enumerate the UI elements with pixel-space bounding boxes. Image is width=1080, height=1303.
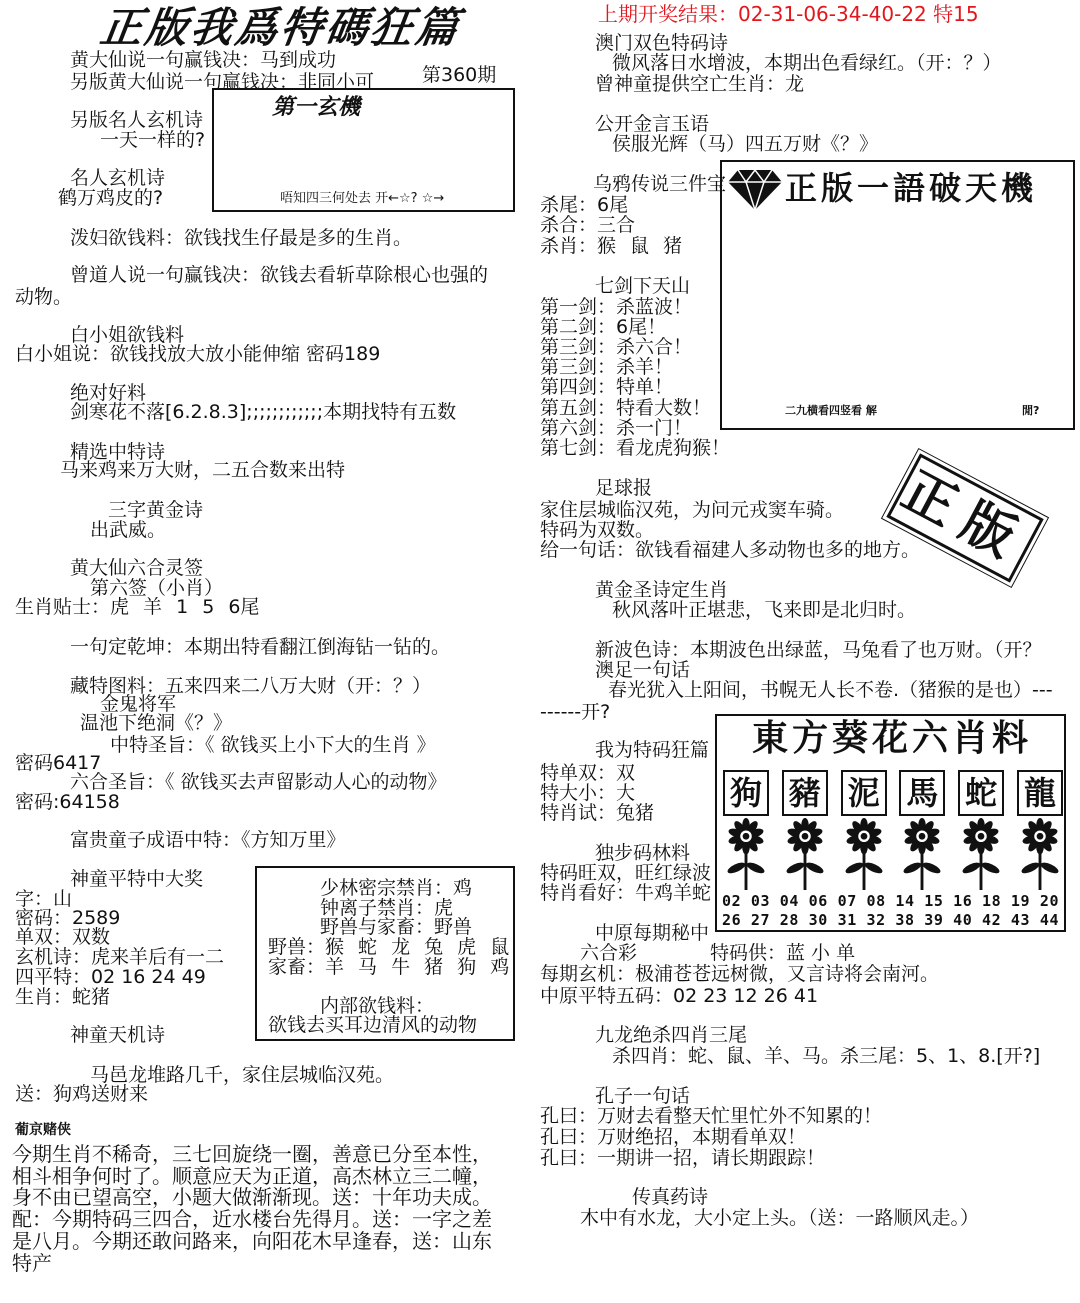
sunflower-icon xyxy=(1020,818,1060,890)
zodiac-cell: 蛇 xyxy=(958,770,1004,816)
zodiac-cell: 豬 xyxy=(782,770,828,816)
golden-poem-text: 出武威。 xyxy=(90,519,167,541)
void-zodiac: 曾神童提供空亡生肖：龙 xyxy=(595,73,805,95)
celebrity-poem-text: 鹤万鸡皮的? xyxy=(58,187,164,209)
seven-swords-title: 七剑下天山 xyxy=(595,275,691,297)
my-special-zodiac: 特肖试：兔猪 xyxy=(540,802,655,824)
confucius-line: 孔曰：万财去看整天忙里忙外不知累的！ xyxy=(540,1105,883,1127)
last-result: 上期开奖结果：02-31-06-34-40-22 特15 xyxy=(598,2,979,26)
lingqian-title: 黄大仙六合灵签 xyxy=(70,557,204,579)
nine-dragons-title: 九龙绝杀四肖三尾 xyxy=(595,1024,748,1046)
sunflower-row xyxy=(717,818,1064,890)
macau-gambler-line: 相斗相争何时了。顺意应天为正道，高杰林立三二幢， xyxy=(12,1164,492,1188)
golden-words-text: 侯服光辉（马）四五万财《？》 xyxy=(612,133,879,155)
nine-dragons-text: 杀四肖：蛇、鼠、羊、马。杀三尾：5、1、8.[开?] xyxy=(612,1045,1041,1067)
lingqian-tips: 生肖贴士：虎 羊 1 5 6尾 xyxy=(15,596,260,618)
hidden-chart-code1: 密码6417 xyxy=(15,752,102,774)
shaolin-wild: 野兽：猴 蛇 龙 兔 虎 鼠 xyxy=(268,936,510,958)
golden-holy-poem-title: 黄金圣诗定生肖 xyxy=(595,579,729,601)
dubu-line2: 特肖看好：牛鸡羊蛇 xyxy=(540,882,712,904)
tianji-hint2: 閒? xyxy=(1022,404,1040,417)
zhongyuan-sub: 六合彩 xyxy=(580,942,638,964)
sword-line: 第五剑：特看大数！ xyxy=(540,397,712,419)
good-tip-text: 剑寒花不落[6.2.8.3];;;;;;;;;;;;本期找特有五数 xyxy=(70,401,457,423)
macau-color-poem-text: 微风落日水增波，本期出色看绿红。（开：？） xyxy=(612,52,1002,74)
shaolin-inner-text: 欲钱去买耳边清风的动物 xyxy=(268,1014,478,1036)
my-special-size: 特大小：大 xyxy=(540,782,636,804)
macau-gambler-line: 特产 xyxy=(12,1251,52,1275)
shaolin-wild-domestic: 野兽与家畜：野兽 xyxy=(320,916,473,938)
prodigy-four-flat: 四平特：02 16 24 49 xyxy=(15,966,206,988)
zhongyuan-title: 中原每期秘中 xyxy=(595,922,710,944)
sunflower-box xyxy=(715,714,1066,932)
dubu-line1: 特码旺双，旺红绿波 xyxy=(540,862,712,884)
lingqian-sign: 第六签（小肖） xyxy=(90,577,224,599)
prodigy-parity: 单双：双数 xyxy=(15,926,111,948)
shaolin-ban2: 钟离子禁肖：虎 xyxy=(320,897,454,919)
crow-kill-zodiac: 杀肖：猴 鼠 猪 xyxy=(540,235,683,257)
sword-line: 第六剑：杀一门！ xyxy=(540,417,693,439)
sword-line: 第一剑：杀蓝波！ xyxy=(540,296,693,318)
macau-color-poem-title: 澳门双色特码诗 xyxy=(595,32,729,54)
macau-gambler-title: 葡京赌侠 xyxy=(15,1122,71,1138)
dubu-title: 独步码林料 xyxy=(595,842,691,864)
alt-huangdaxian-saying: 另版黄大仙说一句赢钱决：非同小可 xyxy=(70,71,375,93)
confucius-line: 孔曰：一期讲一招，请长期跟踪！ xyxy=(540,1147,826,1169)
sword-line: 第二剑：6尾！ xyxy=(540,316,667,338)
first-xuanji-box xyxy=(212,88,515,212)
authentic-stamp: 正版 xyxy=(886,453,1043,582)
macau-gambler-line: 是八月。今期还敢问路来，向阳花木早逢春，送：山东 xyxy=(12,1229,492,1253)
crow-kill-tail: 杀尾：6尾 xyxy=(540,194,629,216)
tianji-box xyxy=(720,160,1075,430)
bai-xiaojie-text: 白小姐说：欲钱找放大放小能伸缩 密码189 xyxy=(15,343,381,365)
fax-poem-text: 木中有水龙，大小定上头。（送：一路顺风走。） xyxy=(580,1207,980,1229)
football-line3: 给一句话：欲钱看福建人多动物也多的地方。 xyxy=(540,539,921,561)
hidden-chart-line3: 温池下绝洞《？》 xyxy=(80,712,233,734)
first-xuanji-hint: 唔知四三何处去 开←☆? ☆→ xyxy=(280,191,445,206)
shaolin-ban1: 少林密宗禁肖：鸡 xyxy=(320,877,473,899)
good-tip-title: 绝对好料 xyxy=(70,382,147,404)
macau-gambler-line: 今期生肖不稀奇，三七回旋绕一圈，善意已分至本性， xyxy=(12,1142,492,1166)
diamond-icon xyxy=(726,168,784,212)
football-line2: 特码为双数。 xyxy=(540,519,655,541)
hidden-chart-line1: 藏特图料：五来四来二八万大财（开：？） xyxy=(70,675,432,697)
zodiac-cell: 龍 xyxy=(1017,770,1063,816)
macau-gambler-line: 配：今期特码三四合，近水楼台先得月。送：一字之差 xyxy=(12,1207,492,1231)
confucius-line: 孔曰：万财绝招，本期看单双！ xyxy=(540,1126,807,1148)
numbers-row2: 26 27 28 30 31 32 38 39 40 42 43 44 xyxy=(722,911,1060,929)
my-special-title: 我为特码狂篇 xyxy=(595,739,710,761)
prodigy-poem-title: 神童天机诗 xyxy=(70,1024,166,1046)
hidden-chart-line2: 金鬼将军 xyxy=(100,693,177,715)
sword-line: 第七剑：看龙虎狗猴！ xyxy=(540,437,731,459)
macau-football-title: 澳足一句话 xyxy=(595,659,691,681)
prodigy-title: 神童平特中大奖 xyxy=(70,868,204,890)
celebrity-poem-title: 名人玄机诗 xyxy=(70,167,166,189)
huangdaxian-saying: 黄大仙说一句赢钱决：马到成功 xyxy=(70,49,337,71)
macau-football-line2: ------开? xyxy=(540,701,611,723)
issue-number: 第360期 xyxy=(422,64,497,86)
shrew-tip: 泼妇欲钱料：欲钱找生仔最是多的生肖。 xyxy=(70,227,413,249)
sunflower-icon xyxy=(785,818,825,890)
golden-holy-poem-text: 秋风落叶正堪悲，飞来即是北归时。 xyxy=(612,599,917,621)
fax-poem-title: 传真药诗 xyxy=(632,1186,709,1208)
crow-title: 乌鸦传说三件宝 xyxy=(593,173,727,195)
sunflower-box-title: 東方葵花六肖料 xyxy=(752,718,1033,759)
sword-line: 第三剑：杀羊！ xyxy=(540,356,674,378)
alt-poem-text: 一天一样的? xyxy=(100,129,206,151)
macau-football-line1: 春光犹入上阳间，书幌无人长不卷.（猪猴的是也）--- xyxy=(608,679,1053,701)
crow-kill-combo: 杀合：三合 xyxy=(540,214,636,236)
selected-poem-text: 马来鸡来万大财，二五合数来出特 xyxy=(60,459,346,481)
sunflower-icon xyxy=(961,818,1001,890)
tianji-title: 正版一語破天機 xyxy=(785,169,1038,207)
first-xuanji-title: 第一玄機 xyxy=(272,95,361,120)
prodigy-poem: 玄机诗：虎来羊后有一二 xyxy=(15,946,225,968)
hidden-chart-decree1: 中特圣旨：《 欲钱买上小下大的生肖 》 xyxy=(110,734,436,756)
shaolin-domestic: 家畜：羊 马 牛 猪 狗 鸡 xyxy=(268,956,510,978)
football-line1: 家住层城临汉苑，为问元戎窦车骑。 xyxy=(540,499,845,521)
football-title: 足球报 xyxy=(595,477,653,499)
sunflower-icon xyxy=(726,818,766,890)
prodigy-poem-gift: 送：狗鸡送财来 xyxy=(15,1083,149,1105)
hidden-chart-decree2: 六合圣旨：《 欲钱买去声留影动人心的动物》 xyxy=(70,771,447,793)
zodiac-row xyxy=(723,770,1063,816)
zeng-daoren-line1: 曾道人说一句赢钱决：欲钱去看斩草除根心也强的 xyxy=(70,264,489,286)
bai-xiaojie-title: 白小姐欲钱料 xyxy=(70,324,185,346)
prodigy-char: 字：山 xyxy=(15,888,73,910)
shaolin-inner-title: 内部欲钱料： xyxy=(320,995,435,1017)
tianji-hint: 二九横看四竖看 解 xyxy=(785,404,877,417)
zodiac-cell: 狗 xyxy=(723,770,769,816)
zhongyuan-supply: 特码供：蓝 小 单 xyxy=(710,942,856,964)
wave-poem-text: 新波色诗：本期波色出绿蓝，马兔看了也万财。（开？ xyxy=(595,639,1042,661)
idiom-line: 富贵童子成语中特：《方知万里》 xyxy=(70,829,346,851)
zhongyuan-xuanji: 每期玄机：极浦苍苍远树微，又言诗将会南河。 xyxy=(540,963,940,985)
my-special-parity: 特单双：双 xyxy=(540,762,636,784)
numbers-row1: 02 03 04 06 07 08 14 15 16 18 19 20 xyxy=(722,892,1060,910)
macau-gambler-line: 身不由已望高空，小题大做渐渐现。送：十年功夫成。 xyxy=(12,1185,492,1209)
alt-poem-title: 另版名人玄机诗 xyxy=(70,109,204,131)
prodigy-zodiac: 生肖：蛇猪 xyxy=(15,986,111,1008)
prodigy-code: 密码：2589 xyxy=(15,907,121,929)
prodigy-poem-text: 马邑龙堆路几千，家住层城临汉苑。 xyxy=(90,1064,395,1086)
zodiac-cell: 泥 xyxy=(841,770,887,816)
confucius-title: 孔子一句话 xyxy=(595,1085,691,1107)
golden-words-title: 公开金言玉语 xyxy=(595,113,710,135)
sword-line: 第三剑：杀六合！ xyxy=(540,336,693,358)
sword-line: 第四剑：特单！ xyxy=(540,376,674,398)
selected-poem-title: 精选中特诗 xyxy=(70,441,166,463)
zeng-daoren-line2: 动物。 xyxy=(15,286,73,308)
sunflower-icon xyxy=(902,818,942,890)
hidden-chart-code2: 密码:64158 xyxy=(15,791,120,813)
zodiac-cell: 馬 xyxy=(899,770,945,816)
shaolin-box xyxy=(255,866,515,1041)
zhongyuan-five: 中原平特五码：02 23 12 26 41 xyxy=(540,985,819,1007)
golden-poem-title: 三字黄金诗 xyxy=(108,499,204,521)
page-title: 正版我爲特碼狂篇 xyxy=(97,3,465,52)
qiankun-line: 一句定乾坤：本期出特看翻江倒海钻一钻的。 xyxy=(70,636,451,658)
sunflower-icon xyxy=(844,818,884,890)
